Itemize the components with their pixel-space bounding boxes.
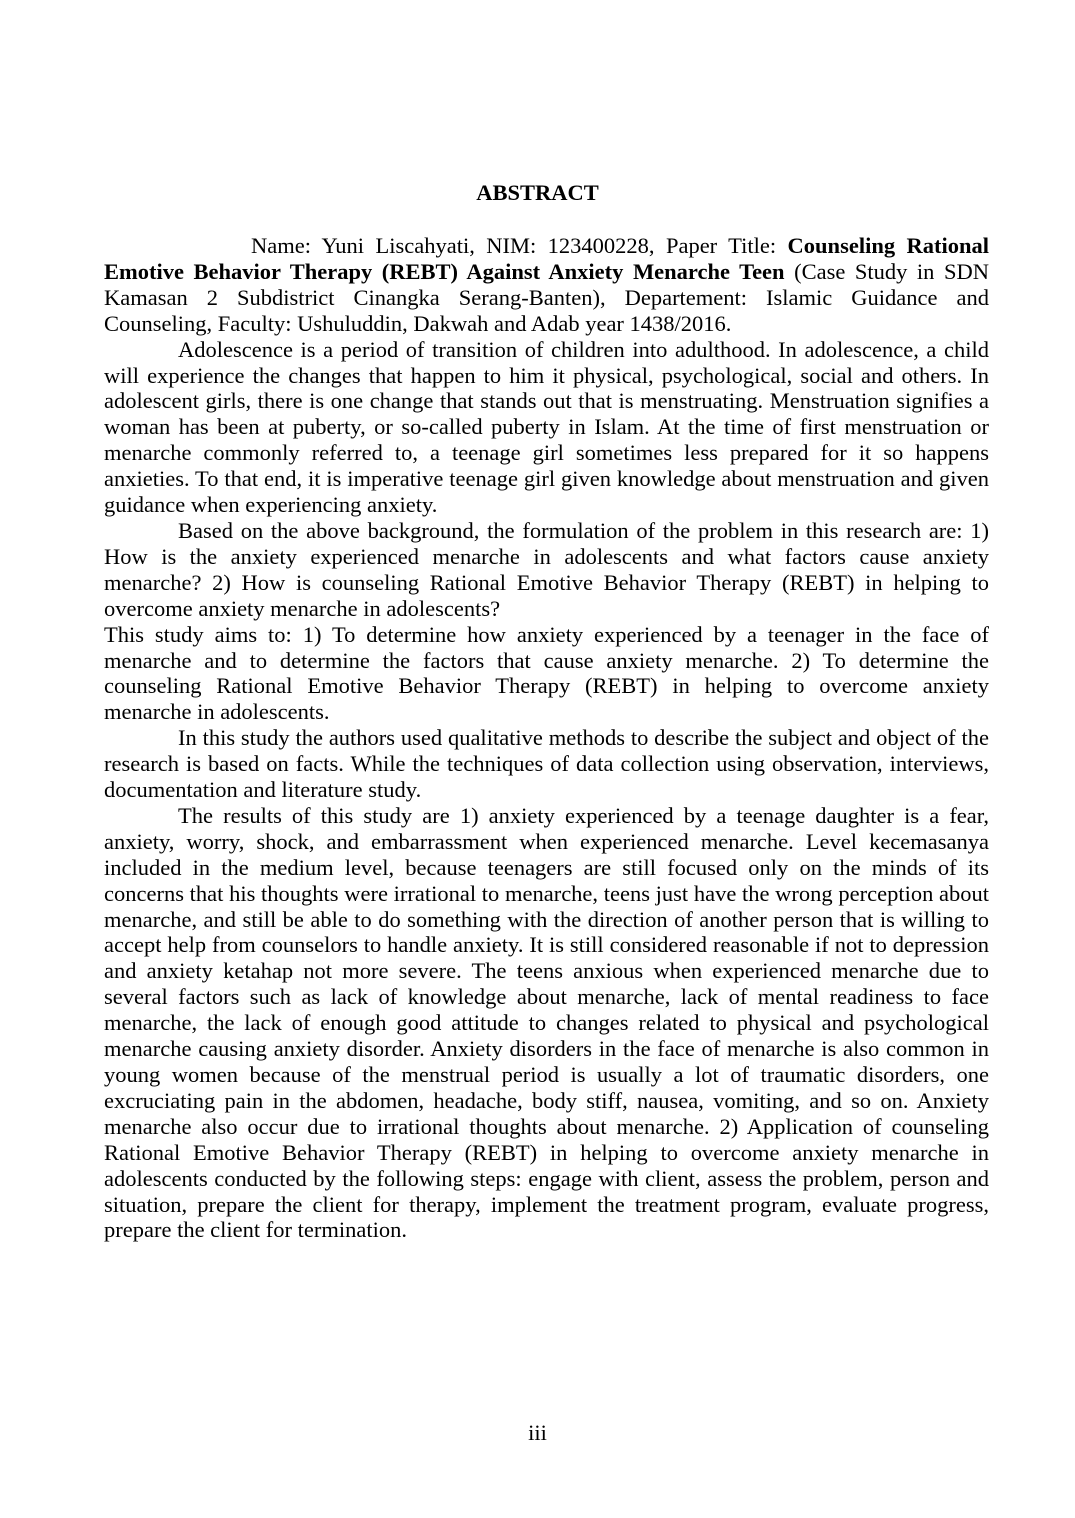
identity-lead-text: Name: Yuni Liscahyati, NIM: 123400228, Paper Title: (251, 233, 788, 258)
paragraph-problem-formulation: Based on the above background, the formulation of the problem in this research are: 1) How is the anxiety experienced menarche in adolescents and what factors cause anxiety menarche? 2) How is counseling Rational Emotive Behavior Therapy (REBT) in helping to overcome anxiety menarche in adolescents? (104, 517, 989, 621)
paragraph-results: The results of this study are 1) anxiety experienced by a teenage daughter is a fear, anxiety, worry, shock, and embarrassment when experienced menarche. Level kecemasanya included in the medium level, because teenagers are still focused only on the minds of its concerns that his thoughts were irrational to menarche, teens just have the wrong perception about menarche, and still be able to do something with the direction of another person that is willing to accept help from counselors to handle anxiety. It is still considered reasonable if not to depression and anxiety ketahap not more severe. The teens anxious when experienced menarche due to several factors such as lack of knowledge about menarche, lack of mental readiness to face menarche, the lack of enough good attitude to changes related to physical and psychological menarche causing anxiety disorder. Anxiety disorders in the face of menarche is also common in young women because of the menstrual period is usually a lot of traumatic disorders, one excruciating pain in the abdomen, headache, body stiff, nausea, vomiting, and so on. Anxiety menarche also occur due to irrational thoughts about menarche. 2) Application of counseling Rational Emotive Behavior Therapy (REBT) in helping to overcome anxiety menarche in adolescents conducted by the following steps: engage with client, assess the problem, person and situation, prepare the client for therapy, implement the treatment program, evaluate progress, prepare the client for termination. (104, 802, 989, 1243)
paragraph-background: Adolescence is a period of transition of children into adulthood. In adolescence, a child will experience the changes that happen to him it physical, psychological, social and others. In adolescent girls, there is one change that stands out that is menstruating. Menstruation signifies a woman has been at puberty, or so-called puberty in Islam. At the time of first menstruation or menarche commonly referred to, a teenage girl sometimes less prepared for it so happens anxieties. To that end, it is imperative teenage girl given knowledge about menstruation and given guidance when experiencing anxiety. (104, 336, 989, 518)
page-number: iii (528, 1420, 547, 1445)
paper-title: Counseling Rational Emotive Behavior Therapy (REBT) Against Anxiety Menarche Teen (104, 233, 990, 284)
abstract-body (104, 233, 989, 1243)
identity-paragraph (104, 233, 989, 337)
paragraph-methods: In this study the authors used qualitative methods to describe the subject and object of the research is based on facts. While the techniques of data collection using observation, interviews, documentation and literature study. (104, 725, 989, 803)
abstract-heading: ABSTRACT (476, 180, 599, 205)
identity-trailing-text: (Case Study in SDN Kamasan 2 Subdistrict Cinangka Serang-Banten), Departement: Islamic Guidance and Counseling, Faculty: Ushuluddin, Dakwah and Adab year 1438/2016. (104, 258, 989, 336)
paragraph-research-aims: This study aims to: 1) To determine how anxiety experienced by a teenager in the face of menarche and to determine the factors that cause anxiety menarche. 2) To determine the counseling Rational Emotive Behavior Therapy (REBT) in helping to overcome anxiety menarche in adolescents. (104, 621, 989, 725)
